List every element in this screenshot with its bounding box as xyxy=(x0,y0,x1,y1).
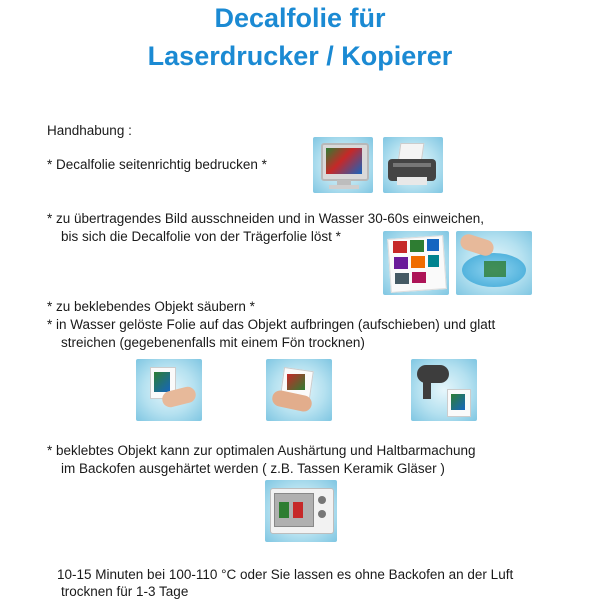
oven-image xyxy=(265,480,337,542)
page-title-line-2: Laserdrucker / Kopierer xyxy=(147,41,453,71)
step-cut-soak-text-2: bis sich die Decalfolie von der Trägerfolie löst * xyxy=(61,229,341,244)
printed-sheet-image xyxy=(383,231,449,295)
section-label: Handhabung : xyxy=(47,123,132,138)
step-clean-text: * zu beklebendes Objekt säubern * xyxy=(47,299,255,314)
step-print-text: * Decalfolie seitenrichtig bedrucken * xyxy=(47,157,267,172)
page-title-line-1: Decalfolie für xyxy=(214,3,386,33)
step-apply-text-2: streichen (gegebenenfalls mit einem Fön trocknen) xyxy=(61,335,365,350)
apply-decal-image-2 xyxy=(266,359,332,421)
step-bake-text-1: * beklebtes Objekt kann zur optimalen Aushärtung und Haltbarmachung xyxy=(47,443,476,458)
step-apply-text-1: * in Wasser gelöste Folie auf das Objekt aufbringen (aufschieben) und glatt xyxy=(47,317,496,332)
monitor-image xyxy=(313,137,373,193)
hairdryer-image xyxy=(411,359,477,421)
apply-decal-image-1 xyxy=(136,359,202,421)
footer-text-2: trocknen für 1-3 Tage xyxy=(61,584,189,599)
step-cut-soak-text-1: * zu übertragendes Bild ausschneiden und in Wasser 30-60s einweichen, xyxy=(47,211,485,226)
water-bowl-image xyxy=(456,231,532,295)
step-bake-text-2: im Backofen ausgehärtet werden ( z.B. Tassen Keramik Gläser ) xyxy=(61,461,445,476)
footer-text-1: 10-15 Minuten bei 100-110 °C oder Sie lassen es ohne Backofen an der Luft xyxy=(57,567,514,582)
printer-image xyxy=(383,137,443,193)
